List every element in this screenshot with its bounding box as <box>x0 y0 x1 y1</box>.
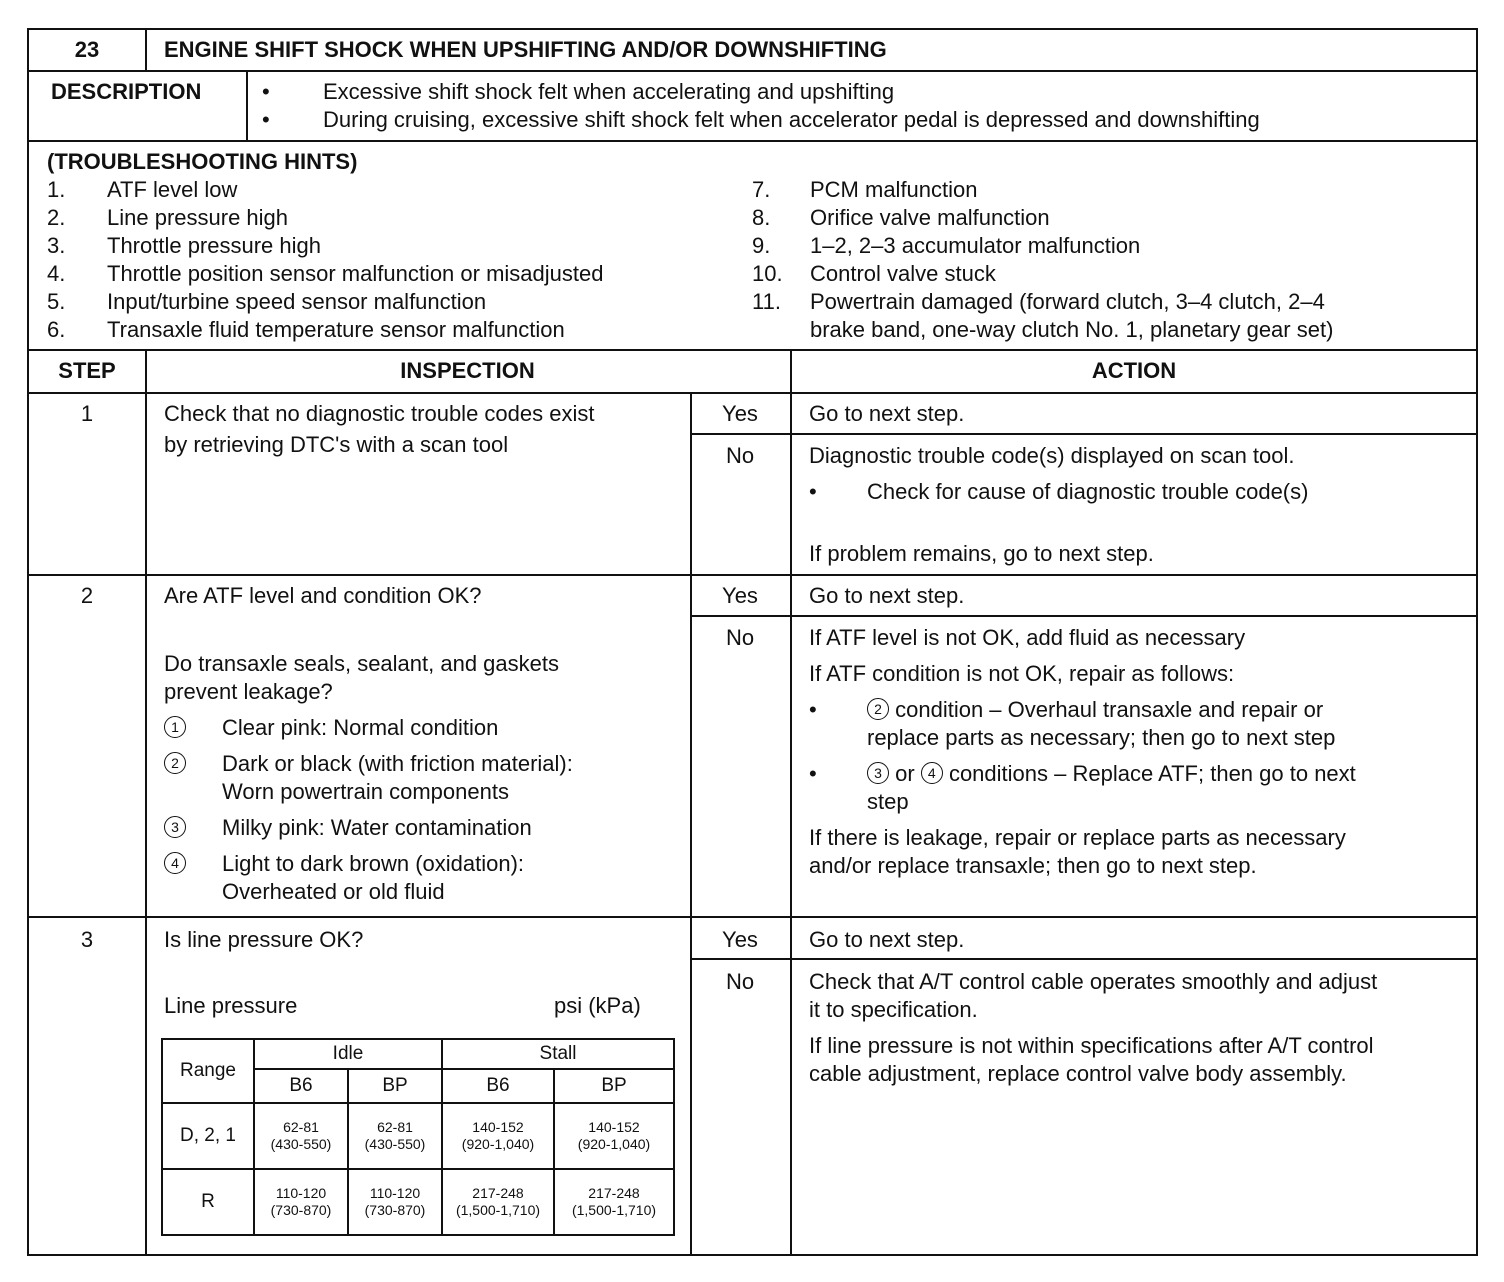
step-number: 3 <box>80 927 94 952</box>
divider <box>690 433 1478 435</box>
hint-text: Transaxle fluid temperature sensor malfunction <box>107 317 565 342</box>
divider <box>145 349 147 1256</box>
condition-text: Dark or black (with friction material): <box>222 751 573 776</box>
table-header-b6: B6 <box>254 1069 348 1103</box>
value-cell: 140-152 (920-1,040) <box>442 1103 554 1169</box>
bullet: • <box>809 761 817 786</box>
description-item: Excessive shift shock felt when accelerating and upshifting <box>323 79 895 104</box>
no-action: and/or replace transaxle; then go to next step. <box>809 853 1257 878</box>
hint-text: Powertrain damaged (forward clutch, 3–4 clutch, 2–4 <box>810 289 1325 314</box>
bullet: • <box>809 697 817 722</box>
yes-action: Go to next step. <box>809 583 965 608</box>
step-number: 1 <box>80 401 94 426</box>
hint-number: 1. <box>47 177 66 202</box>
hint-number: 3. <box>47 233 66 258</box>
range-cell: D, 2, 1 <box>162 1103 254 1169</box>
table-header-idle: Idle <box>254 1039 442 1069</box>
no-action-condition: 3 or 4 conditions – Replace ATF; then go to next <box>867 760 1356 788</box>
value-cell: 110-120 (730-870) <box>254 1169 348 1235</box>
troubleshooting-sheet <box>27 28 1478 1256</box>
divider <box>790 349 792 1256</box>
description-label: DESCRIPTION <box>51 79 202 104</box>
divider <box>690 615 1478 617</box>
no-action: cable adjustment, replace control valve body assembly. <box>809 1061 1347 1086</box>
line-pressure-label: Line pressure <box>164 993 298 1018</box>
divider <box>29 140 1478 142</box>
no-action: If ATF level is not OK, add fluid as necessary <box>809 625 1246 650</box>
table-header-b6: B6 <box>442 1069 554 1103</box>
hint-number: 7. <box>752 177 771 202</box>
value-cell: 110-120 (730-870) <box>348 1169 442 1235</box>
column-header-step: STEP <box>58 358 116 383</box>
yes-label: Yes <box>722 401 758 426</box>
divider <box>690 392 692 1256</box>
yes-action: Go to next step. <box>809 401 965 426</box>
bullet: • <box>809 479 817 504</box>
inspection-text: by retrieving DTC's with a scan tool <box>164 432 509 457</box>
circled-4-icon: 4 <box>164 850 186 878</box>
hint-text: ATF level low <box>107 177 238 202</box>
condition-text: Overheated or old fluid <box>222 879 445 904</box>
table-header-bp: BP <box>554 1069 674 1103</box>
divider <box>29 916 1478 918</box>
section-title: ENGINE SHIFT SHOCK WHEN UPSHIFTING AND/OR DOWNSHIFTING <box>164 37 887 62</box>
divider <box>29 574 1478 576</box>
inspection-text: Are ATF level and condition OK? <box>164 583 482 608</box>
circled-4-icon: 4 <box>921 762 943 784</box>
no-label: No <box>725 969 755 994</box>
hint-number: 2. <box>47 205 66 230</box>
value-cell: 62-81 (430-550) <box>254 1103 348 1169</box>
bullet: • <box>262 107 270 132</box>
range-cell: R <box>162 1169 254 1235</box>
inspection-text: prevent leakage? <box>164 679 333 704</box>
table-header-bp: BP <box>348 1069 442 1103</box>
divider <box>29 392 1478 394</box>
column-header-action: ACTION <box>1091 358 1177 383</box>
table-header-stall: Stall <box>442 1039 674 1069</box>
hint-text: Line pressure high <box>107 205 289 230</box>
no-action: If there is leakage, repair or replace parts as necessary <box>809 825 1346 850</box>
inspection-text: Do transaxle seals, sealant, and gaskets <box>164 651 560 676</box>
no-label: No <box>725 443 755 468</box>
inspection-text: Check that no diagnostic trouble codes exist <box>164 401 595 426</box>
hint-text: Control valve stuck <box>810 261 996 286</box>
inspection-text: Is line pressure OK? <box>164 927 364 952</box>
circled-2-icon: 2 <box>164 750 186 778</box>
hint-text: Orifice valve malfunction <box>810 205 1050 230</box>
divider <box>145 30 147 72</box>
table-header-range: Range <box>162 1039 254 1103</box>
circled-3-icon: 3 <box>867 762 889 784</box>
hint-number: 4. <box>47 261 66 286</box>
step-number: 2 <box>80 583 94 608</box>
hint-text: PCM malfunction <box>810 177 978 202</box>
no-action: Check that A/T control cable operates smoothly and adjust <box>809 969 1378 994</box>
hint-number: 5. <box>47 289 66 314</box>
hints-title: (TROUBLESHOOTING HINTS) <box>47 149 358 174</box>
description-item: During cruising, excessive shift shock felt when accelerator pedal is depressed and downshifting <box>323 107 1260 132</box>
no-action: If problem remains, go to next step. <box>809 541 1154 566</box>
no-action: replace parts as necessary; then go to next step <box>867 725 1336 750</box>
divider <box>246 70 248 142</box>
hint-number: 11. <box>752 289 781 314</box>
condition-text: Worn powertrain components <box>222 779 509 804</box>
table-row <box>162 1169 674 1235</box>
bullet: • <box>262 79 270 104</box>
hint-number: 6. <box>47 317 66 342</box>
condition-text: Milky pink: Water contamination <box>222 815 532 840</box>
no-action: Check for cause of diagnostic trouble code(s) <box>867 479 1309 504</box>
line-pressure-unit: psi (kPa) <box>554 993 641 1018</box>
no-label: No <box>725 625 755 650</box>
value-cell: 217-248 (1,500-1,710) <box>554 1169 674 1235</box>
no-action-condition: 2 condition – Overhaul transaxle and repair or <box>867 696 1323 724</box>
no-action: If line pressure is not within specifications after A/T control <box>809 1033 1374 1058</box>
table-row <box>162 1103 674 1169</box>
hint-text: brake band, one-way clutch No. 1, planetary gear set) <box>810 317 1334 342</box>
circled-3-icon: 3 <box>164 814 186 842</box>
line-pressure-table <box>161 1038 675 1236</box>
condition-text: Light to dark brown (oxidation): <box>222 851 525 876</box>
hint-text: Throttle position sensor malfunction or misadjusted <box>107 261 604 286</box>
hint-number: 8. <box>752 205 771 230</box>
value-cell: 217-248 (1,500-1,710) <box>442 1169 554 1235</box>
hint-number: 9. <box>752 233 771 258</box>
yes-label: Yes <box>722 583 758 608</box>
no-action: it to specification. <box>809 997 978 1022</box>
no-action: Diagnostic trouble code(s) displayed on scan tool. <box>809 443 1295 468</box>
no-action: If ATF condition is not OK, repair as follows: <box>809 661 1235 686</box>
hint-text: 1–2, 2–3 accumulator malfunction <box>810 233 1141 258</box>
column-header-inspection: INSPECTION <box>400 358 535 383</box>
circled-1-icon: 1 <box>164 714 186 742</box>
value-cell: 140-152 (920-1,040) <box>554 1103 674 1169</box>
hint-number: 10. <box>752 261 783 286</box>
yes-label: Yes <box>722 927 758 952</box>
hint-text: Throttle pressure high <box>107 233 321 258</box>
yes-action: Go to next step. <box>809 927 965 952</box>
no-action: step <box>867 789 909 814</box>
divider <box>29 349 1478 351</box>
section-number: 23 <box>74 37 100 62</box>
divider <box>690 958 1478 960</box>
value-cell: 62-81 (430-550) <box>348 1103 442 1169</box>
hint-text: Input/turbine speed sensor malfunction <box>107 289 487 314</box>
circled-2-icon: 2 <box>867 698 889 720</box>
condition-text: Clear pink: Normal condition <box>222 715 499 740</box>
